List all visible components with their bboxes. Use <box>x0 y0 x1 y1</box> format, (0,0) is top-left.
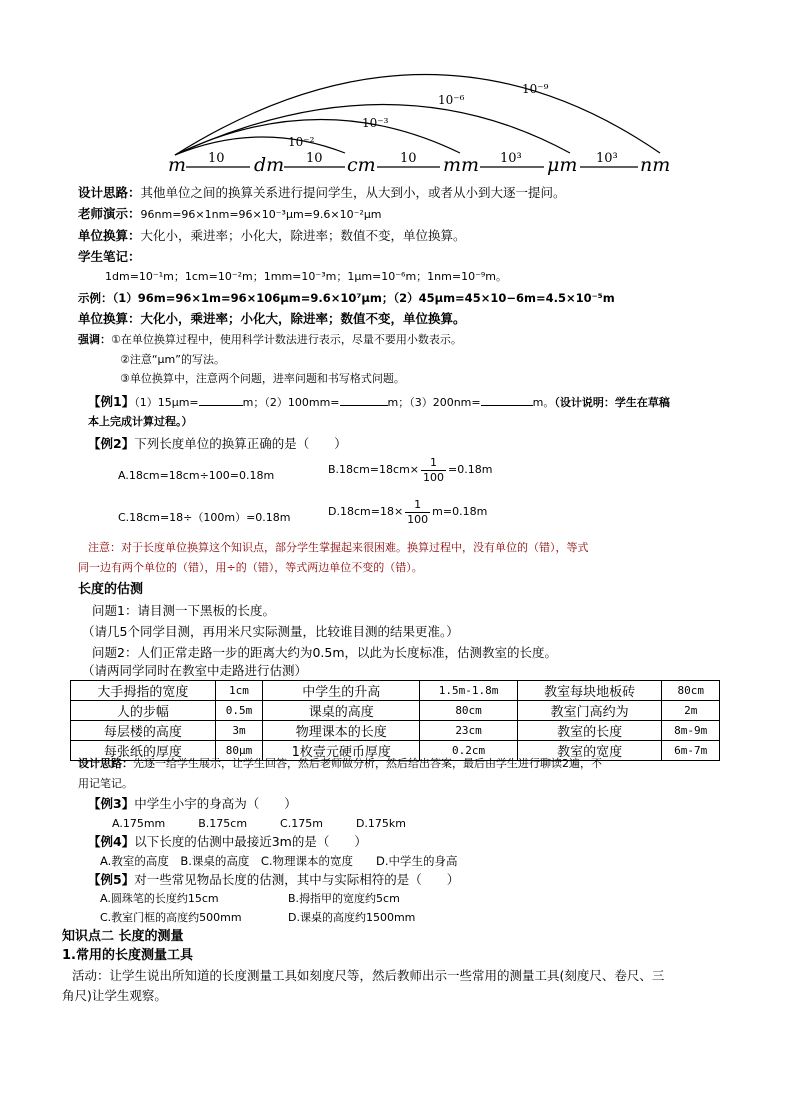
teacher-demo <box>78 206 382 223</box>
example-3 <box>88 796 297 812</box>
example-1-tag: 【例1】 <box>88 394 135 409</box>
emphasis-label: 强调： <box>78 333 111 346</box>
table-cell: 中学生的升高 <box>263 681 420 701</box>
table-cell: 1cm <box>215 681 262 701</box>
unit-conversion-diagram <box>0 0 790 185</box>
example-4-tag: 【例4】 <box>88 834 135 849</box>
table-cell: 教室的长度 <box>517 721 662 741</box>
unit-conversion-2 <box>78 311 466 327</box>
example-3-options: A.175mm B.175cm C.175m D.175km <box>112 817 406 830</box>
unit-dm: dm <box>254 154 285 176</box>
table-cell: 80cm <box>662 681 720 701</box>
table-cell: 80cm <box>420 701 517 721</box>
example-demo <box>78 290 615 306</box>
table-cell: 3m <box>215 721 262 741</box>
ex2-option-b <box>328 455 492 485</box>
estimation-table <box>70 680 720 761</box>
ex2-option-d-pre: D.18cm=18× <box>328 505 404 518</box>
arc-label-4: 10⁻⁹ <box>522 82 549 96</box>
unit-um: μm <box>547 154 578 176</box>
example-2-tag: 【例2】 <box>88 436 135 451</box>
student-notes-label: 学生笔记： <box>78 249 141 264</box>
table-cell: 教室每块地板砖 <box>517 681 662 701</box>
ex5-option-c: C.教室门框的高度约500mm <box>100 911 242 924</box>
unit-m: m <box>168 154 187 176</box>
estimation-design-text-2: 用记笔记。 <box>78 777 133 790</box>
arc-label-1: 10⁻² <box>288 135 315 149</box>
ex5-option-d: D.课桌的高度约1500mm <box>288 911 416 924</box>
estimation-heading: 长度的估测 <box>78 582 144 597</box>
ex2-option-d <box>328 497 487 527</box>
ex2-option-d-post: m=0.18m <box>432 505 488 518</box>
kp2-activity-line-2: 角尺)让学生观察。 <box>62 988 167 1003</box>
ex1-part-1: （1）15μm= <box>134 396 199 409</box>
unit-conversion-label: 单位换算： <box>78 228 141 243</box>
table-cell: 6m-7m <box>662 741 720 761</box>
design-idea-label: 设计思路： <box>78 185 141 200</box>
estimation-q2: 问题2：人们正常走路一步的距离大约为0.5m，以此为长度标准，估测教室的长度。 <box>92 645 558 660</box>
ex1-part-2: m；（2）100mm= <box>242 396 340 409</box>
example-demo-text: （1）96m=96×1m=96×106μm=9.6×10⁷μm；（2）45μm=45×10−6m=4.5×10⁻⁵m <box>112 291 615 305</box>
notice-line-1: 注意：对于长度单位换算这个知识点，部分学生掌握起来很困难。换算过程中，没有单位的（错），等式 <box>88 541 589 554</box>
ex1-blank-3[interactable] <box>481 393 533 406</box>
ex2-option-b-post: =0.18m <box>448 463 493 476</box>
ex2-option-d-fraction <box>405 498 430 527</box>
estimation-q1-note: （请几5个同学目测，再用米尺实际测量，比较谁目测的结果更准。） <box>82 624 459 639</box>
student-notes-text: 1dm=10⁻¹m；1cm=10⁻²m；1mm=10⁻³m；1μm=10⁻⁶m；1nm=10⁻⁹m。 <box>105 270 508 283</box>
table-cell: 教室门高约为 <box>517 701 662 721</box>
table-cell: 每层楼的高度 <box>71 721 216 741</box>
ex1-note-2: 本上完成计算过程。） <box>88 415 193 428</box>
ex1-part-4: m。 <box>532 396 555 409</box>
table-cell: 8m-9m <box>662 721 720 741</box>
example-1 <box>88 393 670 411</box>
fraction-numerator: 1 <box>421 456 446 471</box>
estimation-design-text: 先逐一给学生展示，让学生回答，然后老师做分析，然后给出答案，最后由学生进行聊读2遍，不 <box>133 757 602 770</box>
ex1-blank-2[interactable] <box>340 393 388 406</box>
notice-line-2: 同一边有两个单位的（错），用÷的（错），等式两边单位不变的（错）。 <box>78 561 423 574</box>
example-5 <box>88 872 459 888</box>
example-2-question: 下列长度单位的换算正确的是（ ） <box>134 436 347 451</box>
ex1-blank-1[interactable] <box>199 393 243 406</box>
table-cell: 人的步幅 <box>71 701 216 721</box>
ex1-part-3: m；（3）200nm= <box>387 396 481 409</box>
estimation-q1: 问题1：请目测一下黑板的长度。 <box>92 603 275 618</box>
kp2-heading: 知识点二 长度的测量 <box>62 929 184 944</box>
table-cell: 2m <box>662 701 720 721</box>
unit-conversion-text: 大化小，乘进率；小化大，除进率；数值不变，单位换算。 <box>140 228 466 243</box>
emphasis-1 <box>78 332 462 348</box>
example-4-question: 以下长度的估测中最接近3m的是（ ） <box>134 834 367 849</box>
fraction-denominator: 100 <box>407 512 429 526</box>
fraction-numerator: 1 <box>405 498 430 513</box>
ex2-option-a: A.18cm=18cm÷100=0.18m <box>118 469 275 482</box>
ex5-option-b: B.拇指甲的宽度约5cm <box>288 892 400 905</box>
unit-nm: nm <box>640 154 671 176</box>
table-cell: 大手拇指的宽度 <box>71 681 216 701</box>
step-factor-3: 10 <box>400 151 417 166</box>
table-cell: 每张纸的厚度 <box>71 741 216 761</box>
example-5-question: 对一些常见物品长度的估测，其中与实际相符的是（ ） <box>134 872 460 887</box>
step-factor-4: 10³ <box>500 151 522 166</box>
ex2-option-b-pre: B.18cm=18cm× <box>328 463 419 476</box>
estimation-design <box>78 756 602 772</box>
unit-mm: mm <box>443 154 480 176</box>
teacher-demo-label: 老师演示： <box>78 206 141 221</box>
fraction-denominator: 100 <box>423 470 444 484</box>
table-cell: 课桌的高度 <box>263 701 420 721</box>
step-factor-2: 10 <box>306 151 323 166</box>
kp2-activity-line-1: 活动：让学生说出所知道的长度测量工具如刻度尺等，然后教师出示一些常用的测量工具(刻度尺、卷尺、三 <box>72 968 665 983</box>
table-cell: 物理课本的长度 <box>263 721 420 741</box>
kp2-subheading: 1.常用的长度测量工具 <box>62 948 193 963</box>
ex2-option-c: C.18cm=18÷（100m）=0.18m <box>118 511 291 524</box>
example-3-question: 中学生小宇的身高为（ ） <box>134 796 297 811</box>
table-cell: 0.5m <box>215 701 262 721</box>
estimation-design-label: 设计思路： <box>78 757 133 770</box>
example-demo-label: 示例： <box>78 291 113 305</box>
table-cell: 23cm <box>420 721 517 741</box>
table-row <box>71 721 720 741</box>
example-2 <box>88 436 347 452</box>
step-factor-1: 10 <box>208 151 225 166</box>
arc-label-2: 10⁻³ <box>362 116 389 130</box>
ex2-option-b-fraction <box>421 456 446 485</box>
table-row <box>71 681 720 701</box>
table-cell: 教室的宽度 <box>517 741 662 761</box>
example-5-tag: 【例5】 <box>88 872 135 887</box>
step-factor-5: 10³ <box>596 151 618 166</box>
example-4-options: A.教室的高度 B.课桌的高度 C.物理课本的宽度 D.中学生的身高 <box>100 854 458 868</box>
unit-conversion <box>78 228 466 244</box>
teacher-demo-text: 96nm=96×1nm=96×10⁻³μm=9.6×10⁻²μm <box>140 208 382 221</box>
emphasis-item-2: ②注意“μm”的写法。 <box>120 353 225 366</box>
design-idea-text: 其他单位之间的换算关系进行提问学生，从大到小，或者从小到大逐一提问。 <box>140 185 566 200</box>
example-4 <box>88 834 367 850</box>
estimation-q2-note: （请两同学同时在教室中走路进行估测） <box>82 663 308 678</box>
arc-label-3: 10⁻⁶ <box>438 93 465 107</box>
emphasis-item-1: ①在单位换算过程中，使用科学计数法进行表示，尽量不要用小数表示。 <box>111 333 462 346</box>
table-row <box>71 701 720 721</box>
ex1-note: （设计说明：学生在草稿 <box>554 396 670 409</box>
table-cell: 1.5m-1.8m <box>420 681 517 701</box>
design-idea <box>78 185 566 201</box>
unit-conversion-2-label: 单位换算： <box>78 311 141 326</box>
unit-conversion-2-text: 大化小，乘进率；小化大，除进率；数值不变，单位换算。 <box>140 311 466 326</box>
ex5-option-a: A.圆珠笔的长度约15cm <box>100 892 219 905</box>
table-cell: 0.2cm <box>420 741 517 761</box>
arc-m-nm <box>175 74 660 155</box>
emphasis-item-3: ③单位换算中，注意两个问题，进率问题和书写格式问题。 <box>120 372 405 385</box>
table-cell: 80μm <box>215 741 262 761</box>
example-3-tag: 【例3】 <box>88 796 135 811</box>
table-cell: 1枚壹元硬币厚度 <box>263 741 420 761</box>
unit-cm: cm <box>347 154 376 176</box>
